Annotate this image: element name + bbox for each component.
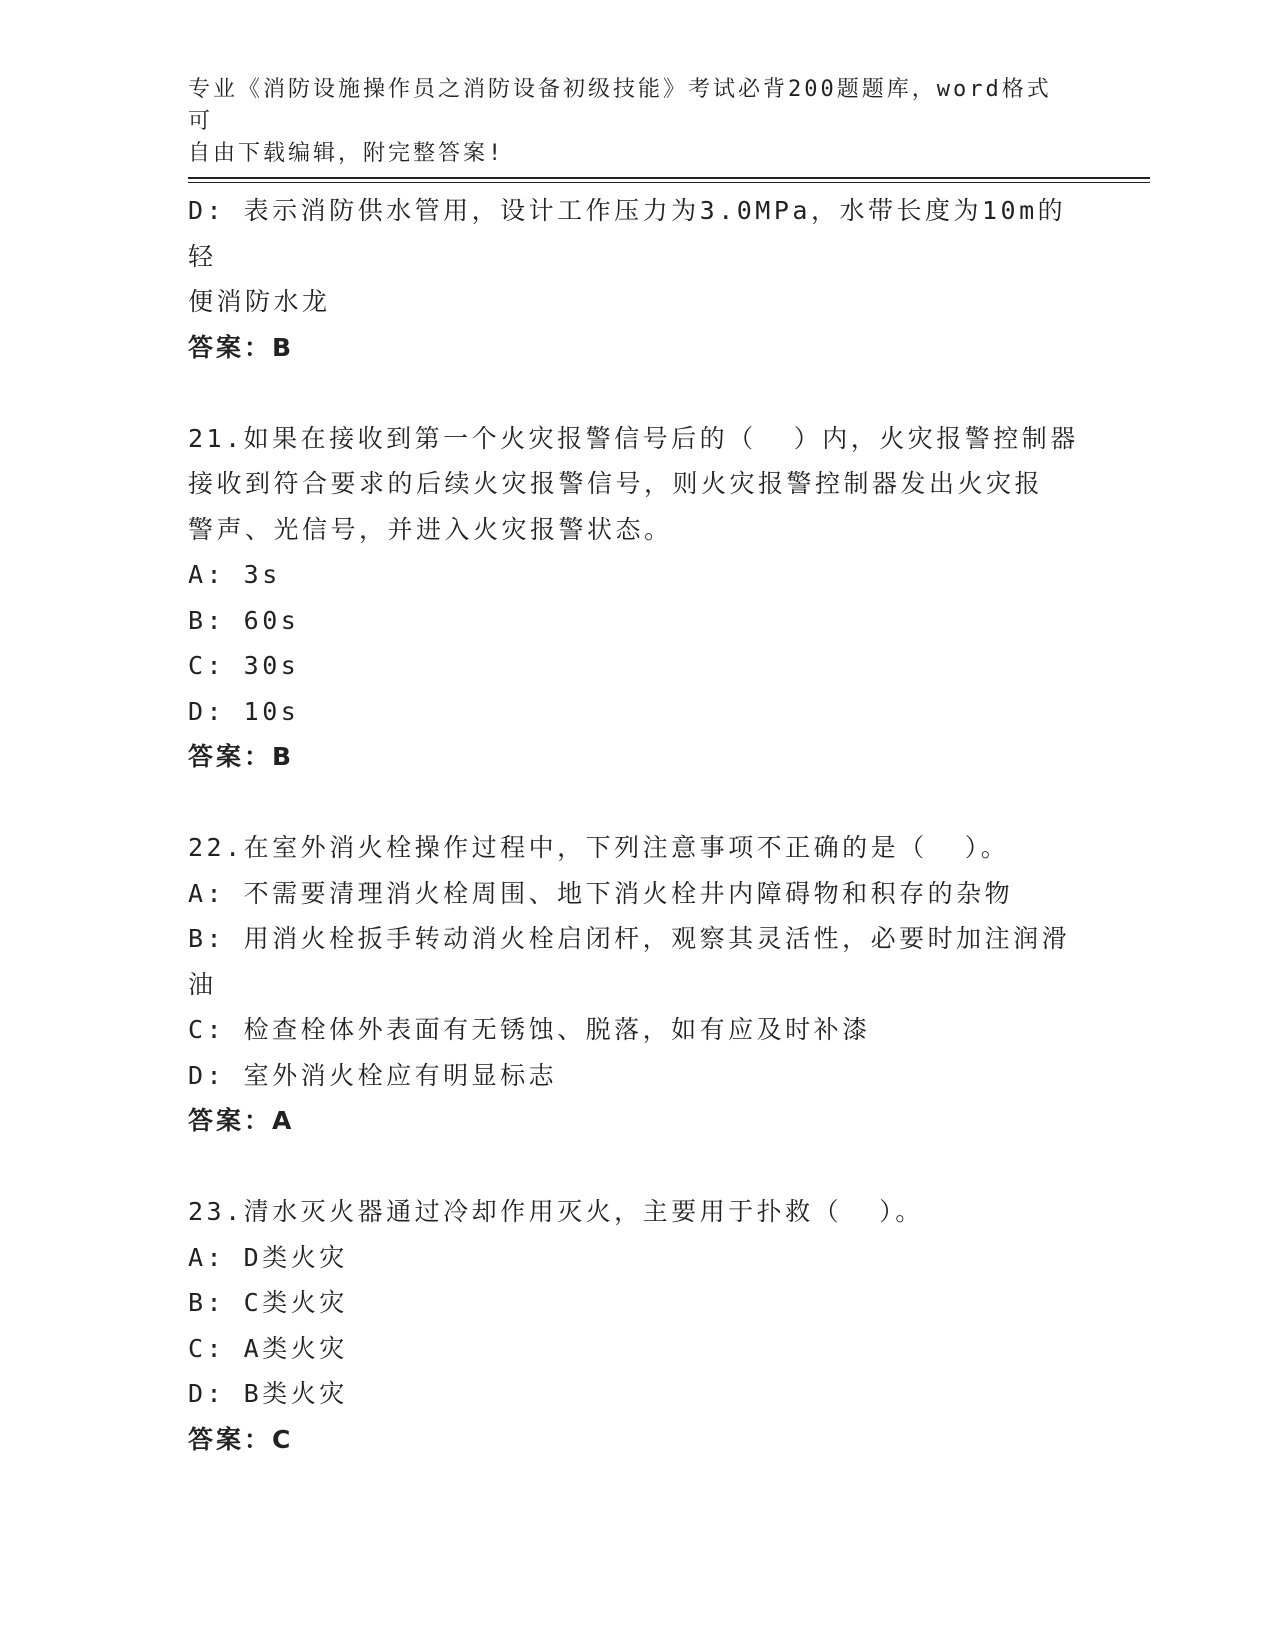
option-a: A: 不需要清理消火栓周围、地下消火栓井内障碍物和积存的杂物 [188,878,1014,908]
option-d-line-2: 便消防水龙 [188,287,331,316]
question-block-22 [188,825,1088,1144]
option-c: C: 检查栓体外表面有无锈蚀、脱落，如有应及时补漆 [188,1015,871,1044]
document-header [188,74,1068,184]
option-c: C: 30s [188,651,300,680]
option-a: A: D类火灾 [188,1242,348,1272]
option-b: B: 60s [188,605,300,635]
spacer [188,1144,1088,1190]
option-d-line-1: D: 表示消防供水管用，设计工作压力为3.0MPa，水带长度为10m的轻 [188,196,1067,271]
question-stem-line: 21.如果在接收到第一个火灾报警信号后的（ ）内，火灾报警控制器 [188,423,1079,453]
answer-line: 答案：A [188,1106,295,1135]
header-title-line-2: 自由下载编辑，附完整答案! [188,141,505,166]
question-stem-line: 22.在室外消火栓操作过程中，下列注意事项不正确的是（ ）。 [188,833,1010,862]
option-d: D: 10s [188,696,300,726]
spacer [188,780,1088,826]
option-c: C: A类火灾 [188,1333,348,1363]
option-b: B: 用消火栓扳手转动消火栓启闭杆，观察其灵活性，必要时加注润滑 [188,924,1071,953]
answer-line: 答案：B [188,332,295,362]
option-d: D: 室外消火栓应有明显标志 [188,1060,558,1090]
answer-line: 答案：C [188,1424,294,1454]
option-b-continuation: 油 [188,969,217,999]
answer-line: 答案：B [188,742,295,771]
question-block-23 [188,1189,1088,1462]
option-d: D: B类火灾 [188,1379,348,1408]
question-stem-line: 警声、光信号，并进入火灾报警状态。 [188,514,673,544]
question-block-20 [188,188,1088,370]
question-stem-line: 23.清水灭火器通过冷却作用灭火，主要用于扑救（ ）。 [188,1197,924,1226]
document-body [188,188,1088,1462]
spacer [188,370,1088,416]
question-stem-line: 接收到符合要求的后续火灾报警信号，则火灾报警控制器发出火灾报 [188,469,1044,498]
option-a: A: 3s [188,560,281,589]
question-block-21 [188,416,1088,780]
header-divider-thin [188,182,1150,183]
header-title-line-1: 专业《消防设施操作员之消防设备初级技能》考试必背200题题库，word格式可 [188,77,1052,134]
option-b: B: C类火灾 [188,1288,348,1317]
header-divider-thick [188,177,1150,179]
